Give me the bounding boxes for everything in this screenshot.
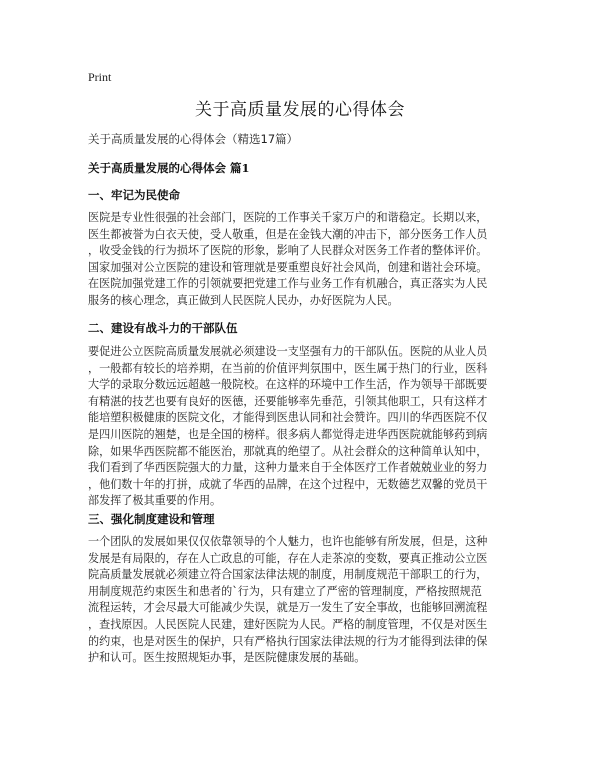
paragraph-line: 医生都被誉为白衣天使，受人敬重，但是在金钱大潮的冲击下，部分医务工作人员 bbox=[88, 227, 488, 241]
paragraph-line: ，他们数十年的打拼，成就了华西的品牌，在这个过程中，无数德艺双馨的党员干 bbox=[88, 477, 488, 491]
section-paragraph-3 bbox=[88, 534, 518, 667]
paragraph-line: 我们看到了华西医院强大的力量，这种力量来自于全体医疗工作者兢兢业业的努力 bbox=[88, 461, 488, 475]
paragraph-line: 部发挥了极其重要的作用。 bbox=[88, 494, 222, 508]
paragraph-line: 要促进公立医院高质量发展就必须建设一支坚强有力的干部队伍。医院的从业人员 bbox=[88, 345, 488, 358]
essay-heading: 关于高质量发展的心得体会 篇1 bbox=[88, 161, 250, 175]
paragraph-line: 除，如果华西医院都不能医治，那就真的绝望了。从社会群众的这种简单认知中， bbox=[88, 444, 488, 458]
paragraph-line: 在医院加强党建工作的引领就要把党建工作与业务工作有机融合，真正落实为人民 bbox=[88, 277, 488, 291]
paragraph-line: 用制度规范约束医生和患者的`行为，只有建立了严密的管理制度，严格按照规范 bbox=[88, 584, 482, 598]
section-paragraph-1 bbox=[88, 210, 518, 310]
paragraph-line: 能培塑积极健康的医院文化，才能得到医患认同和社会赞许。四川的华西医院不仅 bbox=[88, 411, 488, 425]
paragraph-line: 服务的核心理念，真正做到人民医院人民办，办好医院为人民。 bbox=[88, 293, 399, 307]
paragraph-line: 的约束，也是对医生的保护，只有严格执行国家法律法规的行为才能得到法律的保 bbox=[88, 634, 488, 648]
paragraph-line: 一个团队的发展如果仅仅依靠领导的个人魅力，也许也能够有所发展，但是，这种 bbox=[88, 535, 488, 548]
section-paragraph-2 bbox=[88, 344, 518, 510]
paragraph-line: 国家加强对公立医院的建设和管理就是要重塑良好社会风尚，创建和谐社会环境。 bbox=[88, 260, 488, 274]
page-title: 关于高质量发展的心得体会 bbox=[195, 100, 405, 120]
paragraph-line: 有精湛的技艺也要有良好的医德，还要能够率先垂范，引领其他职工，只有这样才 bbox=[88, 394, 488, 408]
section-heading-1: 一、牢记为民使命 bbox=[88, 188, 180, 202]
section-heading-2: 二、建设有战斗力的干部队伍 bbox=[88, 321, 238, 335]
paragraph-line: ，一般都有较长的培养期，在当前的价值评判氛围中，医生属于热门的行业，医科 bbox=[88, 361, 488, 375]
paragraph-line: 院高质量发展就必须建立符合国家法律法规的制度，用制度规范干部职工的行为， bbox=[88, 568, 488, 582]
paragraph-line: 流程运转，才会尽最大可能减少失误，就是万一发生了安全事故，也能够回溯流程 bbox=[88, 601, 488, 615]
paragraph-line: 大学的录取分数远远超越一般院校。在这样的环境中工作生活，作为领导干部既要 bbox=[88, 378, 488, 392]
paragraph-line: ，收受金钱的行为损坏了医院的形象，影响了人民群众对医务工作者的整体评价。 bbox=[88, 244, 488, 258]
paragraph-line: ，查找原因。人民医院人民建，建好医院为人民。严格的制度管理，不仅是对医生 bbox=[88, 617, 488, 631]
section-heading-3: 三、强化制度建设和管理 bbox=[88, 512, 215, 526]
paragraph-line: 护和认可。医生按照规矩办事，是医院健康发展的基础。 bbox=[88, 651, 366, 665]
print-link[interactable]: Print bbox=[88, 70, 112, 84]
paragraph-line: 发展是有局限的，存在人亡政息的可能，存在人走茶凉的变数，要真正推动公立医 bbox=[88, 551, 488, 565]
document-subtitle: 关于高质量发展的心得体会（精选17篇） bbox=[88, 132, 299, 146]
paragraph-line: 医院是专业性很强的社会部门，医院的工作事关千家万户的和谐稳定。长期以来， bbox=[88, 211, 488, 224]
paragraph-line: 是四川医院的翘楚，也是全国的榜样。很多病人都觉得走进华西医院就能够药到病 bbox=[88, 427, 488, 441]
